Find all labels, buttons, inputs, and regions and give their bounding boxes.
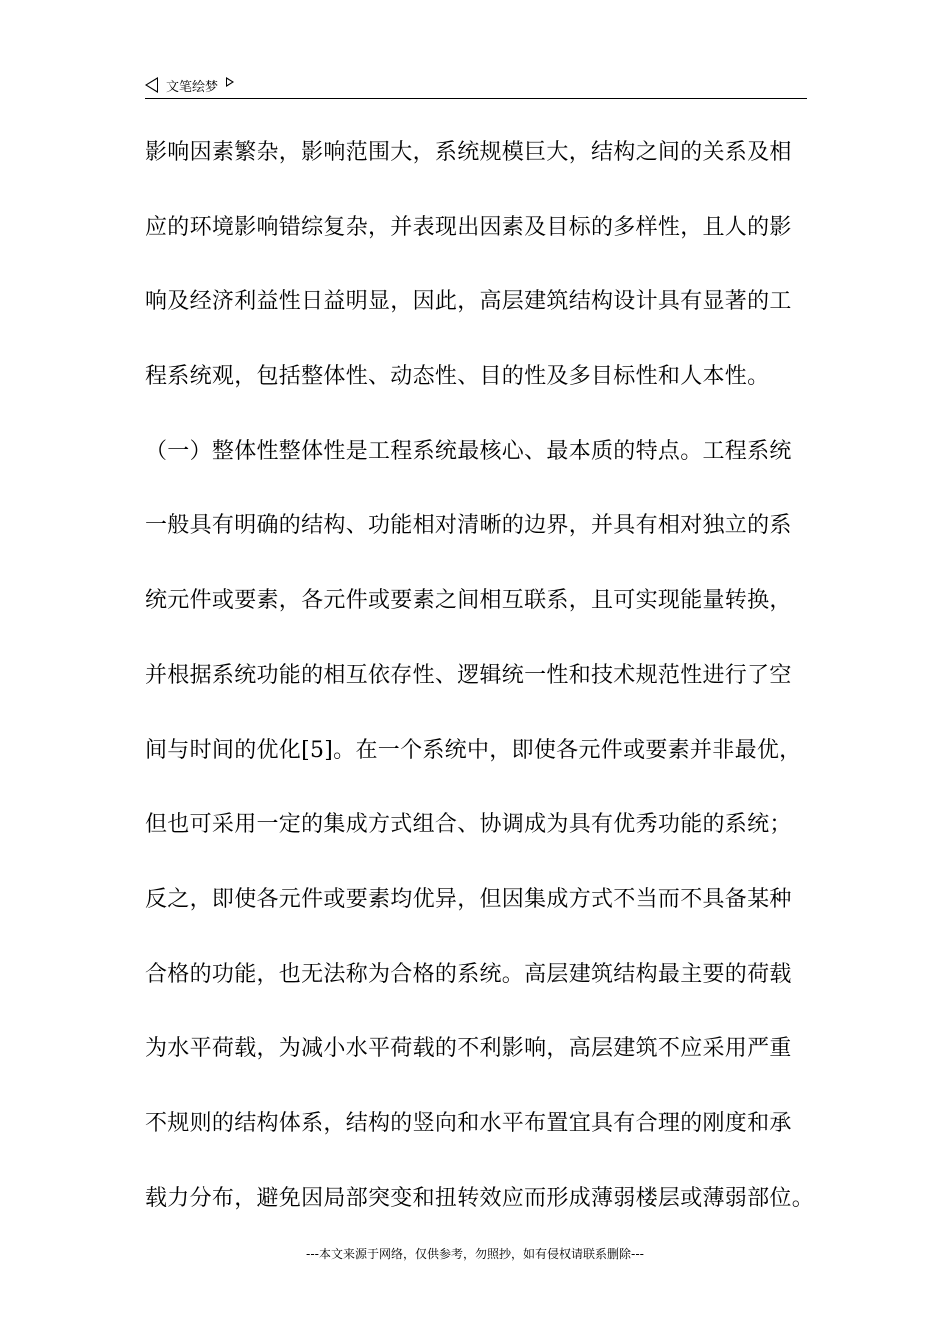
text-line: 应的环境影响错综复杂，并表现出因素及目标的多样性，且人的影: [145, 214, 792, 240]
text-line: 不规则的结构体系，结构的竖向和水平布置宜具有合理的刚度和承: [145, 1110, 792, 1136]
header-divider: [145, 98, 807, 99]
text-line: 一般具有明确的结构、功能相对清晰的边界，并具有相对独立的系: [145, 513, 792, 539]
text-line: 并根据系统功能的相互依存性、逻辑统一性和技术规范性进行了空: [145, 662, 792, 688]
triangle-left-icon: [145, 77, 158, 93]
page-header: [145, 74, 234, 96]
text-line: 为水平荷载，为减小水平荷载的不利影响，高层建筑不应采用严重: [145, 1036, 792, 1062]
text-line: 合格的功能，也无法称为合格的系统。高层建筑结构最主要的荷载: [145, 961, 792, 987]
text-line: 间与时间的优化[5]。在一个系统中，即使各元件或要素并非最优，: [145, 737, 802, 763]
text-line: 响及经济利益性日益明显，因此，高层建筑结构设计具有显著的工: [145, 289, 792, 315]
text-line: 程系统观，包括整体性、动态性、目的性及多目标性和人本性。: [145, 364, 770, 390]
text-line: （一）整体性整体性是工程系统最核心、最本质的特点。工程系统: [145, 438, 792, 464]
text-line: 影响因素繁杂，影响范围大，系统规模巨大，结构之间的关系及相: [145, 140, 792, 165]
header-title: 文笔绘梦: [166, 79, 219, 95]
text-line: 但也可采用一定的集成方式组合、协调成为具有优秀功能的系统；: [145, 812, 792, 838]
body-text: [145, 131, 825, 1251]
footer-disclaimer: ---本文来源于网络，仅供参考，勿照抄，如有侵权请联系删除---: [306, 1247, 644, 1261]
text-line: 统元件或要素，各元件或要素之间相互联系，且可实现能量转换，: [145, 588, 792, 614]
triangle-right-icon: [226, 77, 234, 87]
text-line: 载力分布，避免因局部突变和扭转效应而形成薄弱楼层或薄弱部位。: [145, 1185, 815, 1211]
text-line: 反之，即使各元件或要素均优异，但因集成方式不当而不具备某种: [145, 886, 792, 912]
